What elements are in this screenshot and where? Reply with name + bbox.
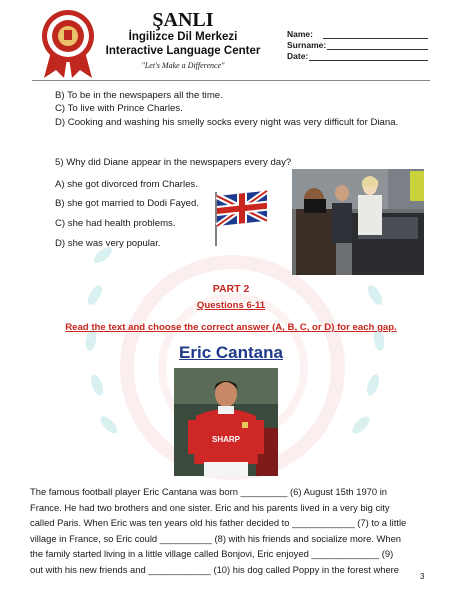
student-info-fields xyxy=(287,28,428,61)
passage-line: The famous football player Eric Cantana was born _________ (6) August 15th 1970 in xyxy=(30,486,387,497)
q5-question: 5) Why did Diane appear in the newspapers every day? xyxy=(55,157,292,168)
q4-option-d: D) Cooking and washing his smelly socks every night was very difficult for Diana. xyxy=(55,117,399,128)
date-field[interactable] xyxy=(287,50,428,61)
shirt-sponsor-text: SHARP xyxy=(211,435,241,444)
passage-line: out with his new friends and ____________ (10) his dog called Poppy in the forest where xyxy=(30,564,399,575)
eric-cantana-photo xyxy=(174,368,278,476)
watermark-leaf xyxy=(98,414,121,437)
q5-option-b: B) she got married to Dodi Fayed. xyxy=(55,198,199,209)
q4-option-b: B) To be in the newspapers all the time. xyxy=(55,90,223,101)
name-field-label: Name: xyxy=(287,29,313,39)
school-seal-logo xyxy=(38,8,98,80)
brand-subtitle-1: İngilizce Dil Merkezi xyxy=(128,31,238,43)
watermark-leaf xyxy=(89,373,106,397)
watermark-leaf xyxy=(365,373,382,397)
name-field[interactable] xyxy=(287,28,428,39)
brand-name: ŞANLI xyxy=(152,9,214,31)
surname-field[interactable] xyxy=(287,39,428,50)
watermark-leaf xyxy=(350,414,373,437)
surname-field-line[interactable] xyxy=(327,41,428,50)
header-divider xyxy=(32,80,430,81)
date-field-label: Date: xyxy=(287,51,309,61)
brand-slogan: "Let's Make a Difference" xyxy=(141,61,225,70)
name-field-line[interactable] xyxy=(323,30,428,39)
q5-option-d: D) she was very popular. xyxy=(55,238,161,249)
passage-line: the family started living in a little village called Bonjovi, Eric enjoyed _____________ (9) xyxy=(30,548,394,560)
passage-line: called Paris. When Eric was ten years old his father decided to ____________ (7) to a little xyxy=(30,517,407,529)
questions-range-label: Questions 6-11 xyxy=(196,300,266,311)
union-jack-flag-icon xyxy=(212,188,270,248)
surname-field-label: Surname: xyxy=(287,40,327,50)
q5-option-a: A) she got divorced from Charles. xyxy=(55,179,198,190)
diana-press-photo xyxy=(292,169,424,275)
part-label: PART 2 xyxy=(212,283,250,295)
page-number: 3 xyxy=(420,572,425,581)
passage-line: village in France, so Eric could __________ (8) with his friends and socialize more. When xyxy=(30,532,402,544)
part2-instruction: Read the text and choose the correct answer (A, B, C, or D) for each gap. xyxy=(65,322,397,333)
passage-line: France. He had two brothers and one sister. Eric and his parents lived in a very big city xyxy=(30,501,390,513)
q4-option-c: C) To live with Prince Charles. xyxy=(55,103,183,114)
passage-title: Eric Cantana xyxy=(179,343,283,362)
brand-block xyxy=(98,10,268,70)
q5-option-c: C) she had health problems. xyxy=(55,218,176,229)
date-field-line[interactable] xyxy=(309,52,428,61)
brand-subtitle-2: Interactive Language Center xyxy=(105,45,261,57)
